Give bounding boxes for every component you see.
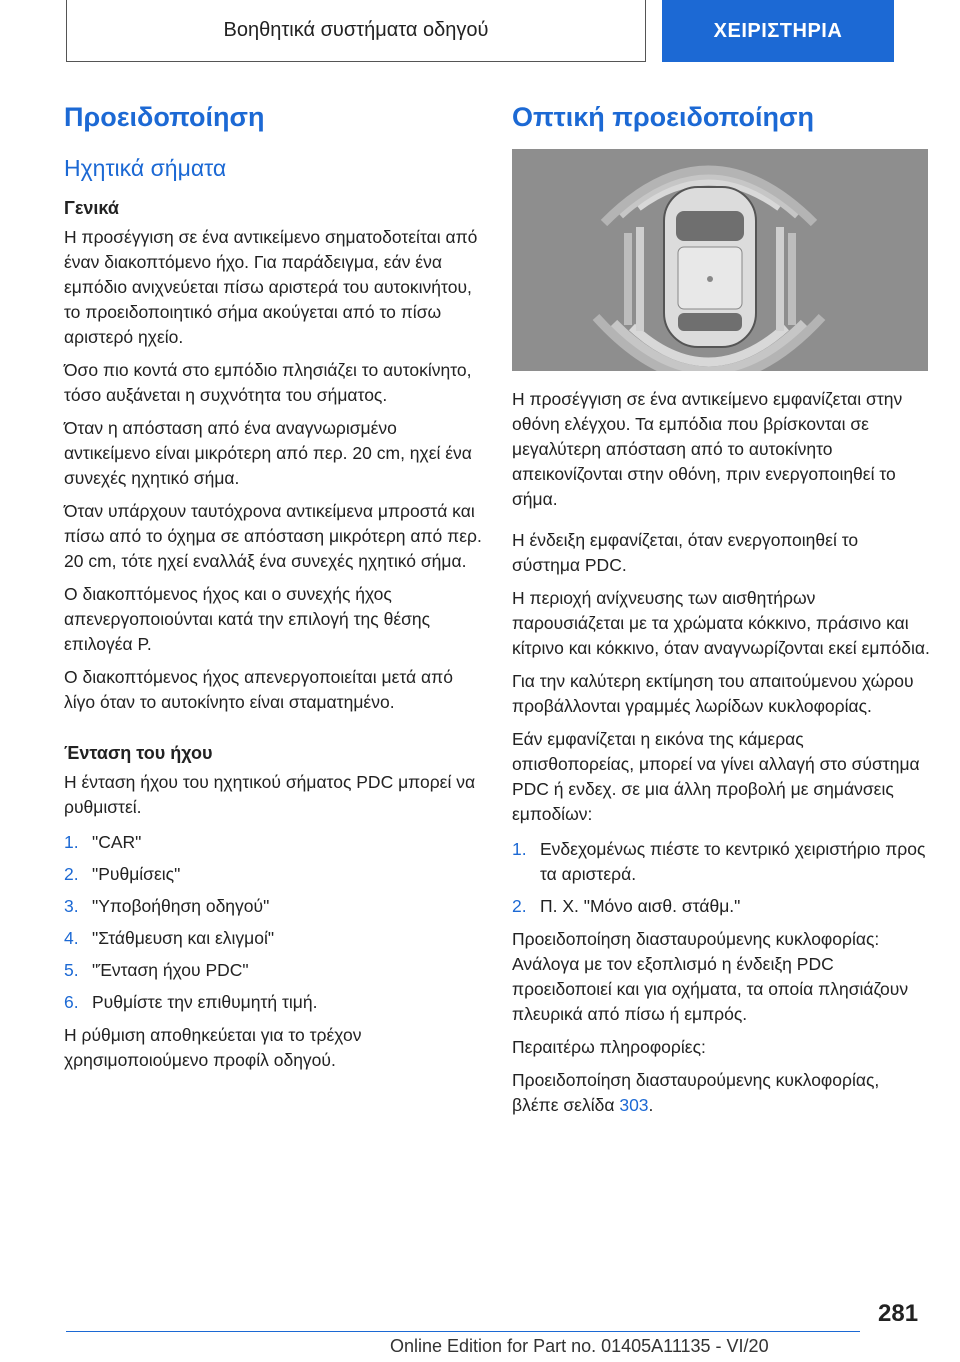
step-text: Ρυθμίστε την επιθυμητή τιμή. [92, 992, 318, 1012]
paragraph: Η περιοχή ανίχνευσης των αισθητήρων παρουσιάζεται με τα χρώματα κόκκινο, πράσινο και κίτρινο και κόκκινο, όταν αναγνωρίζονται εκεί εμπόδια. [512, 588, 930, 658]
paragraph: Όταν υπάρχουν ταυτόχρονα αντικείμενα μπροστά και πίσω από το όχημα σε απόσταση μικρότερη από περ. 20 cm, τότε ηχεί εναλλάξ ένα συνεχές ηχητικό σήμα. [64, 501, 482, 571]
volume-steps-list [64, 830, 482, 1015]
paragraph: Περαιτέρω πληροφορίες: [512, 1037, 706, 1057]
list-item [64, 830, 482, 855]
paragraph: Εάν εμφανίζεται η εικόνα της κάμερας οπισθοπορείας, μπορεί να γίνει αλλαγή στο σύστημα PDC ή ενδεχ. σε μια άλλη προβολή με σημάνσεις εμποδίων: [512, 729, 920, 824]
page-title: Προειδοποίηση [64, 102, 265, 132]
paragraph: Η ρύθμιση αποθηκεύεται για το τρέχον χρησιμοποιούμενο προφίλ οδηγού. [64, 1025, 362, 1070]
step-text: Π. Χ. "Μόνο αισθ. στάθμ." [540, 896, 741, 916]
list-item [64, 958, 482, 983]
step-number: 2. [512, 896, 527, 916]
step-number: 1. [64, 832, 79, 852]
section-title-visual: Οπτική προειδοποίηση [512, 102, 814, 132]
list-item [64, 926, 482, 951]
paragraph: Η ένδειξη εμφανίζεται, όταν ενεργοποιηθεί το σύστημα PDC. [512, 530, 859, 575]
section-title: Βοηθητικά συστήματα οδηγού [66, 0, 646, 62]
paragraph [512, 1068, 930, 1118]
paragraph: Η προσέγγιση σε ένα αντικείμενο σηματοδοτείται από έναν διακοπτόμενο ήχο. Για παράδειγμα, εάν ένα εμπόδιο ανιχνεύεται πίσω αριστερά του αυτοκινήτου, το προειδοποιητικό σήμα ακούγεται από το πίσω αριστερό ηχείο. [64, 227, 478, 347]
step-text: "Υποβοήθηση οδηγού" [92, 896, 270, 916]
pdc-car-sensor-illustration [512, 149, 928, 371]
pdc-display-image [512, 149, 928, 371]
paragraph: Όταν η απόσταση από ένα αναγνωρισμένο αντικείμενο είναι μικρότερη από περ. 20 cm, ηχεί ένα συνεχές ηχητικό σήμα. [64, 418, 472, 488]
list-item [64, 862, 482, 887]
footer-edition: Online Edition for Part no. 01405A11135 - VI/20 [390, 1336, 769, 1356]
list-item [64, 990, 482, 1015]
list-item [512, 837, 930, 887]
left-column [64, 96, 482, 1081]
volume-heading: Ένταση του ήχου [64, 743, 213, 763]
list-item [512, 894, 930, 919]
page-number: 281 [878, 1300, 919, 1327]
page-link[interactable]: 303 [619, 1095, 649, 1115]
step-text: "Ένταση ήχου PDC" [92, 960, 249, 980]
display-steps-list [512, 837, 930, 919]
see-dot: . [648, 1095, 654, 1115]
general-heading: Γενικά [64, 198, 119, 218]
page-header [66, 0, 894, 64]
see-text: Προειδοποίηση διασταυρούμενης κυκλοφορίας, βλέπε σελίδα [512, 1070, 880, 1115]
paragraph: Όσο πιο κοντά στο εμπόδιο πλησιάζει το αυτοκίνητο, τόσο αυξάνεται η συχνότητα του σήματος. [64, 360, 472, 405]
paragraph: Ο διακοπτόμενος ήχος απενεργοποιείται μετά από λίγο όταν το αυτοκίνητο είναι σταματημένο. [64, 667, 453, 712]
paragraph: Η ένταση ήχου του ηχητικού σήματος PDC μπορεί να ρυθμιστεί. [64, 772, 476, 817]
step-number: 1. [512, 839, 527, 859]
step-text: "Ρυθμίσεις" [92, 864, 181, 884]
footer-divider [66, 1331, 860, 1332]
step-text: Ενδεχομένως πιέστε το κεντρικό χειριστήριο προς τα αριστερά. [540, 839, 926, 884]
step-text: "Στάθμευση και ελιγμοί" [92, 928, 275, 948]
step-number: 6. [64, 992, 79, 1012]
step-text: "CAR" [92, 832, 142, 852]
paragraph: Προειδοποίηση διασταυρούμενης κυκλοφορίας: Ανάλογα με τον εξοπλισμό η ένδειξη PDC προειδοποιεί και για οχήματα, τα οποία πλησιάζουν πλευρικά από πίσω ή εμπρός. [512, 929, 909, 1024]
paragraph: Για την καλύτερη εκτίμηση του απαιτούμενου χώρου προβάλλονται γραμμές λωρίδων κυκλοφορίας. [512, 671, 914, 716]
step-number: 5. [64, 960, 79, 980]
paragraph: Ο διακοπτόμενος ήχος και ο συνεχής ήχος απενεργοποιούνται κατά την επιλογή της θέσης επιλογέα P. [64, 584, 431, 654]
step-number: 4. [64, 928, 79, 948]
paragraph: Η προσέγγιση σε ένα αντικείμενο εμφανίζεται στην οθόνη ελέγχου. Τα εμπόδια που βρίσκονται σε μεγαλύτερη απόσταση από το αυτοκίνητο απεικονίζονται στην οθόνη, πριν ενεργοποιηθεί το σήμα. [512, 389, 903, 509]
step-number: 2. [64, 864, 79, 884]
chapter-tab[interactable]: ΧΕΙΡΙΣΤΗΡΙΑ [662, 0, 894, 62]
right-column [512, 96, 930, 1126]
list-item [64, 894, 482, 919]
section-subtitle: Ηχητικά σήματα [64, 155, 227, 181]
step-number: 3. [64, 896, 79, 916]
